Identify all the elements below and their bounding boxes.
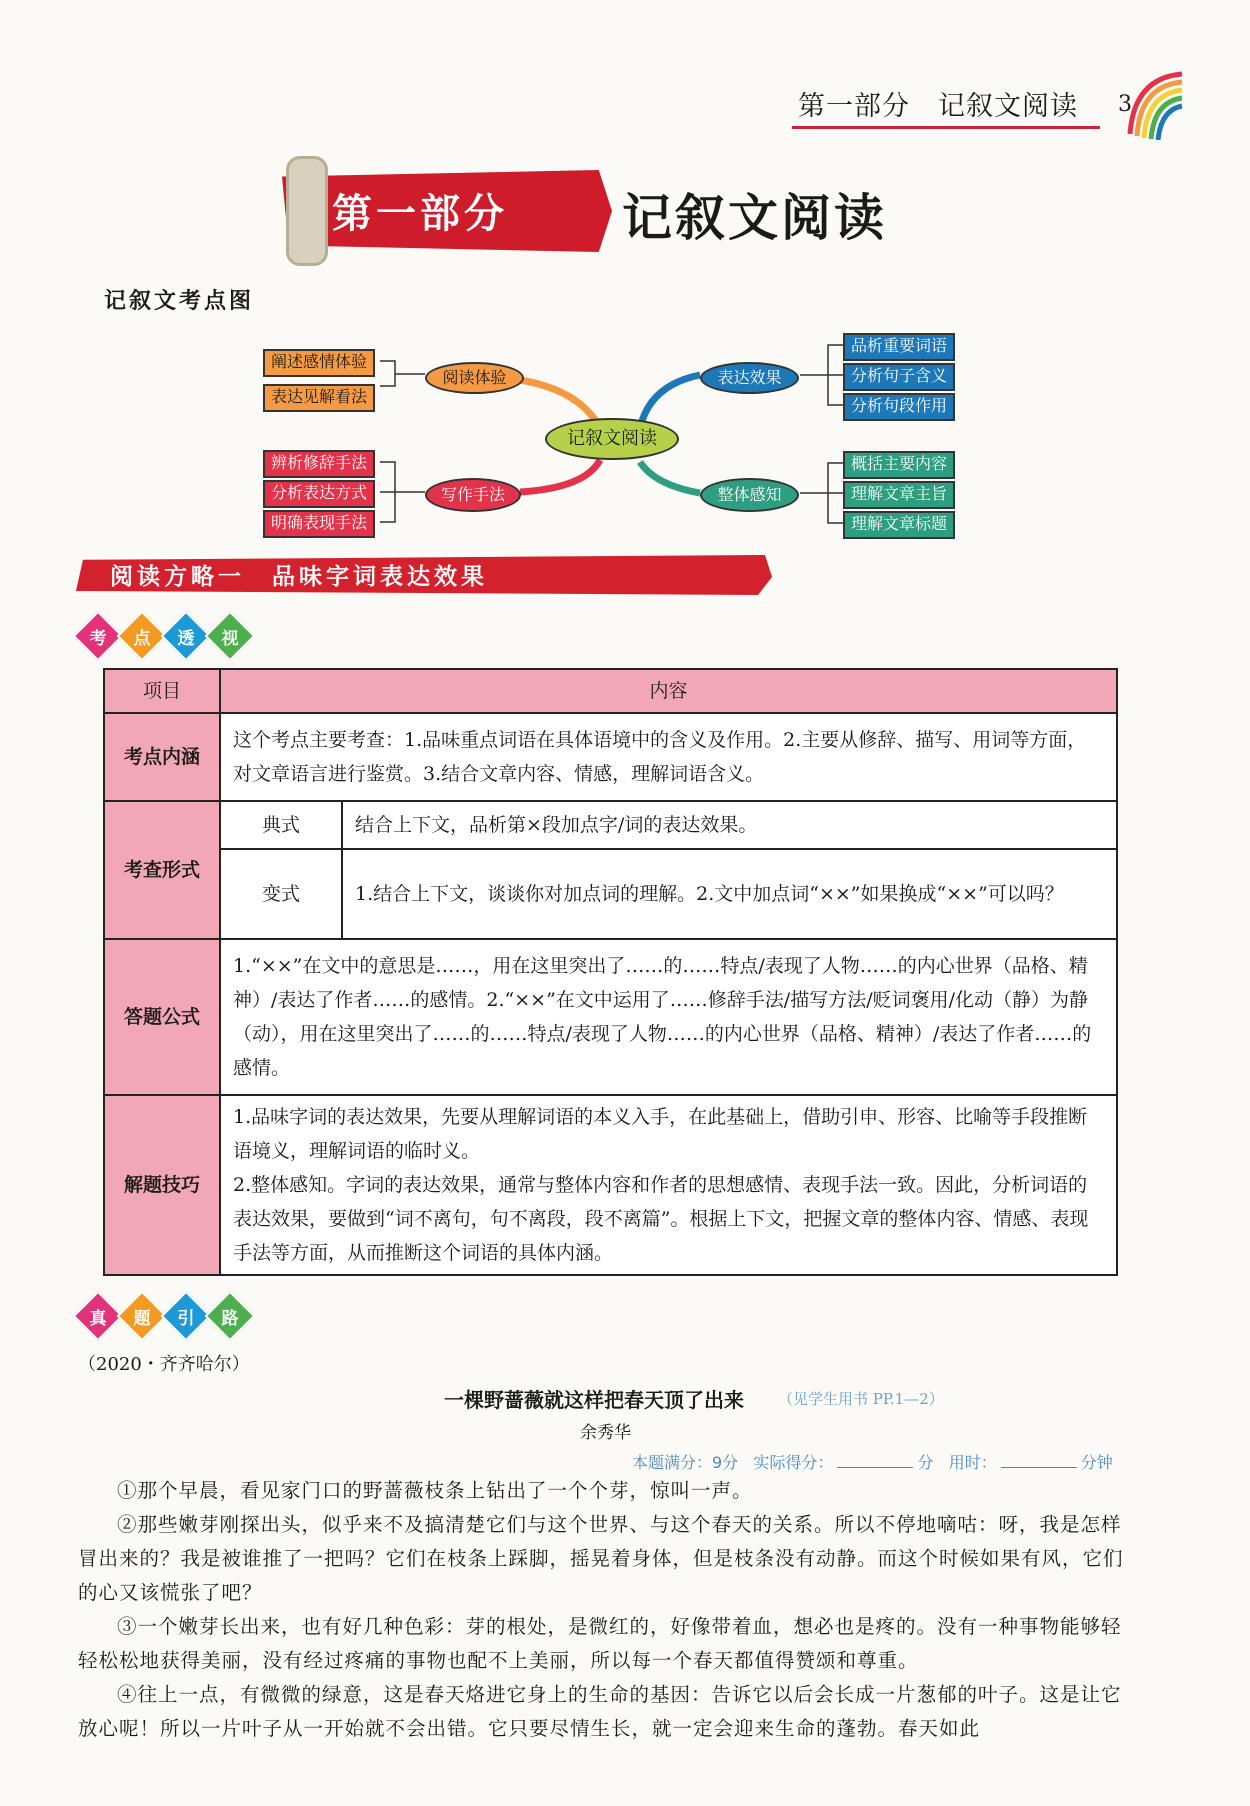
row-content: 这个考点主要考查：1.品味重点词语在具体语境中的含义及作用。2.主要从修辞、描写、用词等方面，对文章语言进行鉴赏。3.结合文章内容、情感，理解词语含义。 [220, 713, 1117, 801]
paragraph-2: ②那些嫩芽刚探出头，似乎来不及搞清楚它们与这个世界、与这个春天的关系。所以不停地嘀咕：呀，我是怎样冒出来的？我是被谁推了一把吗？它们在枝条上踩脚，摇晃着身体，但是枝条没有动静。而这个时候如果有风，它们的心又该慌张了吧？ [78, 1513, 1124, 1604]
badge: 真 [73, 1291, 124, 1342]
badge: 透 [161, 611, 212, 662]
table-header-content: 内容 [220, 669, 1117, 713]
row-label: 考查形式 [104, 801, 220, 939]
unit-min: 分钟 [1080, 1453, 1113, 1472]
row-content: 1.结合上下文，谈谈你对加点词的理解。2.文中加点词“××”如果换成“××”可以吗？ [342, 849, 1117, 939]
badge: 点 [117, 611, 168, 662]
mindmap-leaf: 表达见解看法 [263, 384, 375, 412]
book-reference: （见学生用书 PP.1—2） [778, 1390, 944, 1408]
badge: 视 [205, 611, 256, 662]
score-actual-label: 实际得分： [753, 1453, 834, 1472]
badge: 路 [205, 1291, 256, 1342]
mindmap-leaf: 理解文章主旨 [843, 481, 955, 509]
table-header-item: 项目 [104, 669, 220, 713]
row-content [220, 1095, 1117, 1275]
time-blank[interactable] [1001, 1467, 1077, 1468]
unit-fen: 分 [917, 1453, 934, 1472]
exam-point-table [103, 668, 1118, 1276]
paragraph-1: ①那个早晨，看见家门口的野蔷薇枝条上钻出了一个个芽，惊叫一声。 [117, 1479, 753, 1502]
mindmap-leaf: 品析重要词语 [843, 333, 955, 361]
mindmap-leaf: 概括主要内容 [843, 451, 955, 479]
badge: 考 [73, 611, 124, 662]
mindmap-leaf: 理解文章标题 [843, 511, 955, 539]
part-title: 记叙文阅读 [622, 189, 887, 247]
mindmap-leaf: 阐述感情体验 [263, 349, 375, 377]
row-label: 考点内涵 [104, 713, 220, 801]
mindmap-leaf: 明确表现手法 [263, 510, 375, 538]
strategy-title: 阅读方略一 品味字词表达效果 [110, 564, 488, 590]
part-label: 第一部分 [332, 191, 508, 237]
mindmap-leaf: 辨析修辞手法 [263, 450, 375, 478]
mindmap-hub: 写作手法 [425, 478, 521, 512]
badge: 题 [117, 1291, 168, 1342]
paragraph-3: ③一个嫩芽长出来，也有好几种色彩：芽的根处，是微红的，好像带着血，想必也是疼的。没有一种事物能够轻轻松松地获得美丽，没有经过疼痛的事物也配不上美丽，所以每一个春天都值得赞颂和尊重。 [78, 1615, 1122, 1672]
row-content: 1.“××”在文中的意思是……，用在这里突出了……的……特点/表现了人物……的内心世界（品格、精神）/表达了作者……的感情。2.“××”在文中运用了……修辞手法/描写方法/贬词褒用/化动（静）为静（动），用在这里突出了……的……特点/表现了人物……的内心世界（品格、精神）/表达了作者……的感情。 [220, 939, 1117, 1095]
article-author: 余秀华 [580, 1423, 631, 1443]
score-blank[interactable] [837, 1467, 913, 1468]
mindmap-leaf: 分析句子含义 [843, 363, 955, 391]
running-header: 第一部分 记叙文阅读 [798, 91, 1078, 122]
header-underline [792, 126, 1100, 129]
badge: 引 [161, 1291, 212, 1342]
row-label: 答题公式 [104, 939, 220, 1095]
section-badges-bottom [80, 1298, 248, 1334]
exam-source: （2020・齐齐哈尔） [78, 1354, 250, 1375]
score-line [632, 1450, 1113, 1473]
mindmap-hub: 表达效果 [700, 362, 799, 394]
tip-2: 2.整体感知。字词的表达效果，通常与整体内容和作者的思想感情、表现手法一致。因此，分析词语的表达效果，要做到“词不离句，句不离段，段不离篇”。根据上下文，把握文章的整体内容、情感、表现手法等方面，从而推断这个词语的具体内涵。 [233, 1174, 1089, 1264]
score-full: 本题满分：9分 [632, 1453, 739, 1472]
mindmap-hub: 整体感知 [700, 478, 799, 512]
row-sublabel: 典式 [220, 801, 342, 849]
mindmap-leaf: 分析表达方式 [263, 480, 375, 508]
article-title: 一棵野蔷薇就这样把春天顶了出来 [444, 1388, 744, 1412]
scroll-icon [286, 156, 328, 266]
rainbow-icon [1124, 64, 1184, 140]
row-content: 结合上下文，品析第×段加点字/词的表达效果。 [342, 801, 1117, 849]
paragraph-4: ④往上一点，有微微的绿意，这是春天烙进它身上的生命的基因：告诉它以后会长成一片葱郁的叶子。这是让它放心呢！所以一片叶子从一开始就不会出错。它只要尽情生长，就一定会迎来生命的蓬勃。春天如此 [78, 1683, 1122, 1740]
page-number: 3 [1118, 92, 1132, 117]
mindmap-title: 记叙文考点图 [104, 289, 255, 314]
mindmap-hub: 阅读体验 [425, 362, 524, 394]
mindmap-center: 记叙文阅读 [545, 418, 679, 460]
section-badges-top [80, 618, 248, 654]
row-label: 解题技巧 [104, 1095, 220, 1275]
mindmap-leaf: 分析句段作用 [843, 393, 955, 421]
tip-1: 1.品味字词的表达效果，先要从理解词语的本义入手，在此基础上，借助引申、形容、比喻等手段推断语境义，理解词语的临时义。 [233, 1106, 1088, 1162]
row-sublabel: 变式 [220, 849, 342, 939]
time-used-label: 用时： [948, 1453, 997, 1472]
